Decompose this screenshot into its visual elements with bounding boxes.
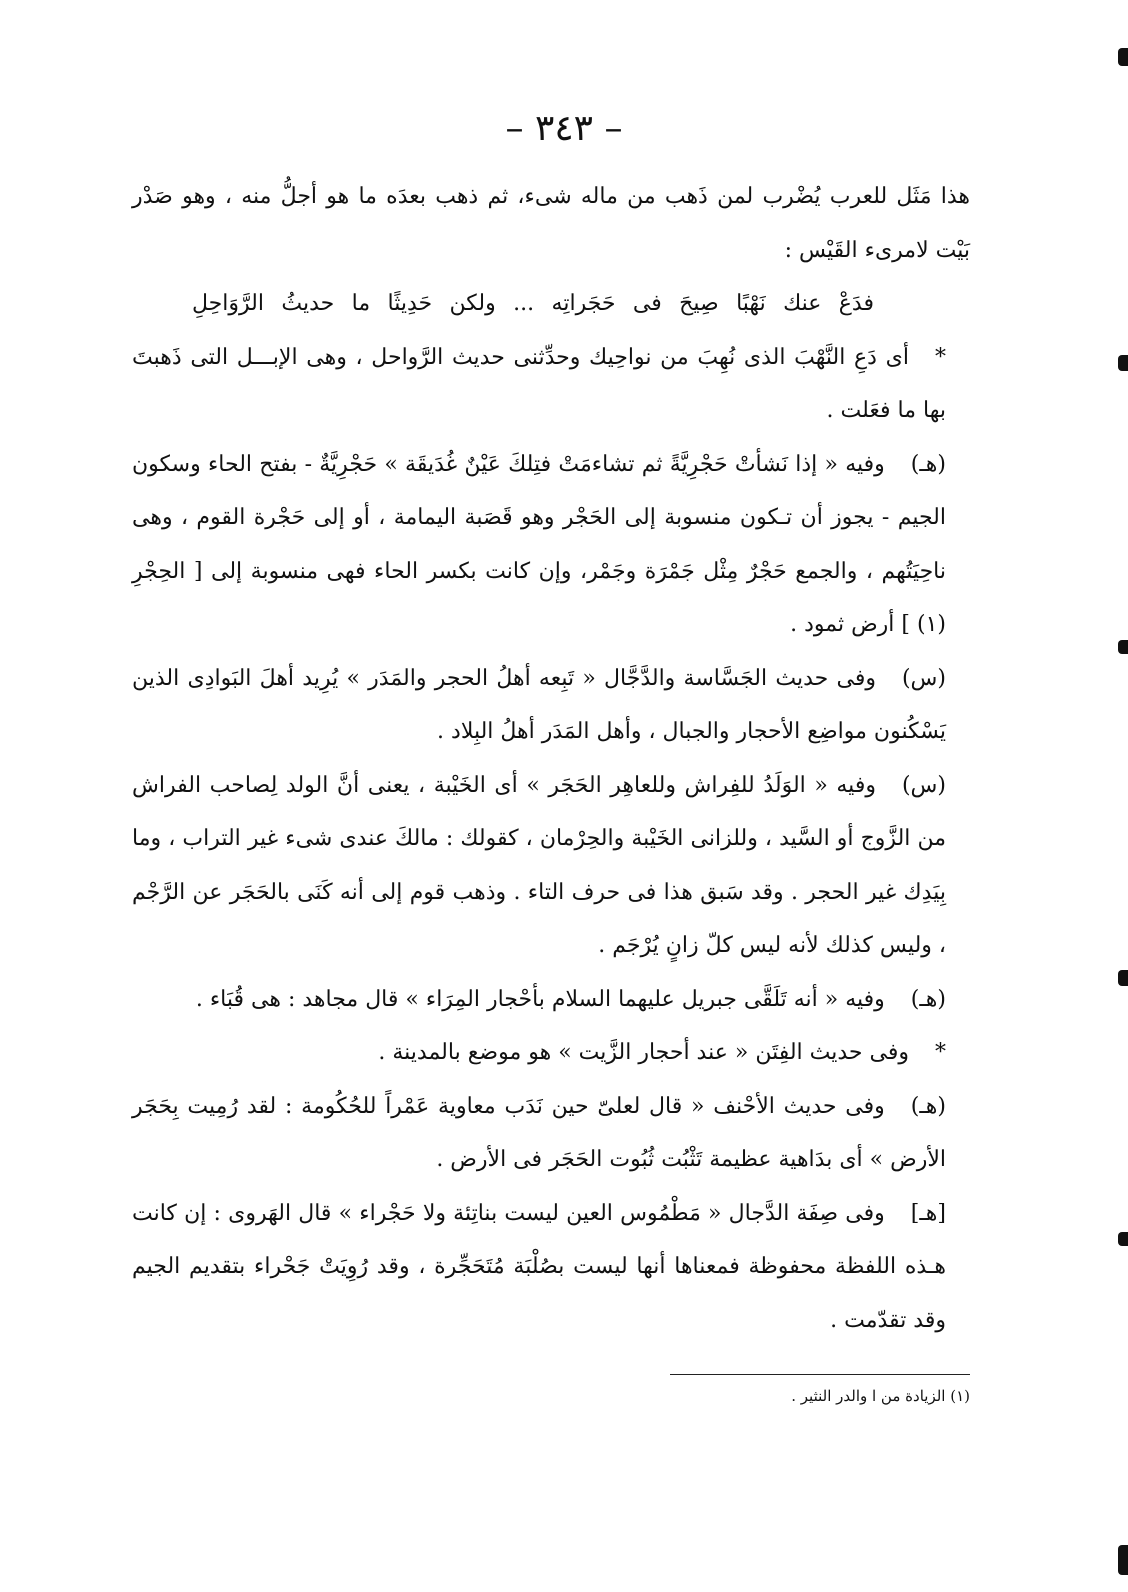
- paragraph-text: هذا مَثَل للعرب يُضْرب لمن ذَهب من ماله شىء، ثم ذهب بعدَه ما هو أجلُّ منه ، وهو صَدْر بَيْت لامرىء القَيْس :: [132, 184, 970, 263]
- paragraph-intro: [132, 170, 970, 277]
- paragraph-entry: [132, 331, 970, 438]
- entry-marker: (س): [901, 665, 946, 691]
- verse-text: فدَعْ عنك نَهْبًا صِيحَ فى حَجَراتِه ... ولكن حَدِيثًا ما حديثُ الرَّوَاحِلِ: [192, 291, 874, 316]
- paragraph-text: أى دَعِ النَّهْبَ الذى نُهِبَ من نواحِيك وحدِّثنى حديث الرَّواحل ، وهى الإبـــل التى ذَهبتَ بها ما فعَلت .: [132, 344, 946, 423]
- entry-marker: (س): [901, 772, 946, 798]
- paragraph-entry: [132, 759, 970, 973]
- paragraph-text: وفى حديث الأحْنف « قال لعلىّ حين نَدَب معاوية عَمْراً للحُكُومة : لقد رُمِيت بِحَجَر الأرض » أى بدَاهية عظيمة تَثْبُت ثُبُوت الحَجَر فى الأرض .: [132, 1093, 946, 1172]
- entry-marker: [هـ]: [910, 1200, 946, 1226]
- paragraph-entry: [132, 1187, 970, 1348]
- scan-edge-mark: [1118, 1232, 1128, 1246]
- scan-edge-mark: [1118, 970, 1128, 986]
- verse-line: [132, 277, 970, 331]
- paragraph-entry: [132, 1026, 970, 1080]
- paragraph-text: وفى حديث الجَسَّاسة والدَّجَّال « تَبِعه أهلُ الحجر والمَدَر » يُرِيد أهلَ البَوادِى الذين يَسْكُنون مواضِع الأحجار والجبال ، وأهل المَدَر أهلُ البِلاد .: [132, 665, 946, 744]
- scan-edge-mark: [1118, 640, 1128, 654]
- entry-marker: (هـ): [910, 1093, 946, 1119]
- footnote-divider: [670, 1374, 970, 1375]
- entry-marker: *: [935, 344, 946, 370]
- paragraph-text: وفى صِفَة الدَّجال « مَطْمُوس العين ليست بناتِئة ولا حَجْراء » قال الهَروى : إن كانت هـذه اللفظة محفوظة فمعناها أنها ليست بصُلْبَة مُتَحَجِّرة ، وقد رُوِيَتْ جَحْراء بتقديم الجيم وقد تقدّمت .: [132, 1200, 946, 1333]
- paragraph-entry: [132, 438, 970, 652]
- paragraph-text: وفيه « إذا نَشأتْ حَجْرِيَّةً ثم تشاءمَتْ فتِلكَ عَيْنٌ غُدَيقَة » حَجْرِيَّةٌ - بفتح الحاء وسكون الجيم - يجوز أن تـكون منسوبة إلى الحَجْر وهو قَصَبة اليمامة ، أو إلى حَجْرة القوم ، وهى ناحِيَتُهم ، والجمع حَجْرٌ مِثْل جَمْرَة وجَمْر، وإن كانت بكسر الحاء فهى منسوبة إلى [ الحِجْرِ (١) ] أرض ثمود .: [132, 451, 946, 637]
- scan-edge-mark: [1118, 355, 1128, 371]
- paragraph-text: وفيه « أنه تَلَقَّى جبريل عليهما السلام بأحْجار المِرَاء » قال مجاهد : هى قُبَاء .: [195, 986, 885, 1012]
- page-number: – ٣٤٣ –: [505, 108, 623, 149]
- entry-marker: *: [935, 1040, 946, 1065]
- paragraph-entry: [132, 973, 970, 1027]
- entry-marker: (هـ): [910, 986, 946, 1012]
- scan-edge-mark: [1118, 1545, 1128, 1575]
- paragraph-text: وفى حديث الفِتَن « عند أحجار الزَّيت » هو موضع بالمدينة .: [378, 1040, 909, 1065]
- scan-edge-mark: [1118, 48, 1128, 66]
- paragraph-entry: [132, 652, 970, 759]
- footnote: (١) الزيادة من ا والدر النثير .: [791, 1387, 970, 1405]
- entry-marker: (هـ): [910, 451, 946, 477]
- paragraph-text: وفيه « الوَلَدُ للفِراش وللعاهِر الحَجَر » أى الخَيْبة ، يعنى أنَّ الولد لِصاحب الفراش من الزَّوج أو السَّيد ، وللزانى الخَيْبة والحِرْمان ، كقولك : مالكَ عندى شىء غير التراب ، وما بِيَدِك غير الحجر . وقد سَبق هذا فى حرف التاء . وذهب قوم إلى أنه كَنَى بالحَجَر عن الرَّجْم ، وليس كذلك لأنه ليس كلّ زانٍ يُرْجَم .: [132, 772, 946, 958]
- paragraph-entry: [132, 1080, 970, 1187]
- body-text: [132, 170, 970, 1347]
